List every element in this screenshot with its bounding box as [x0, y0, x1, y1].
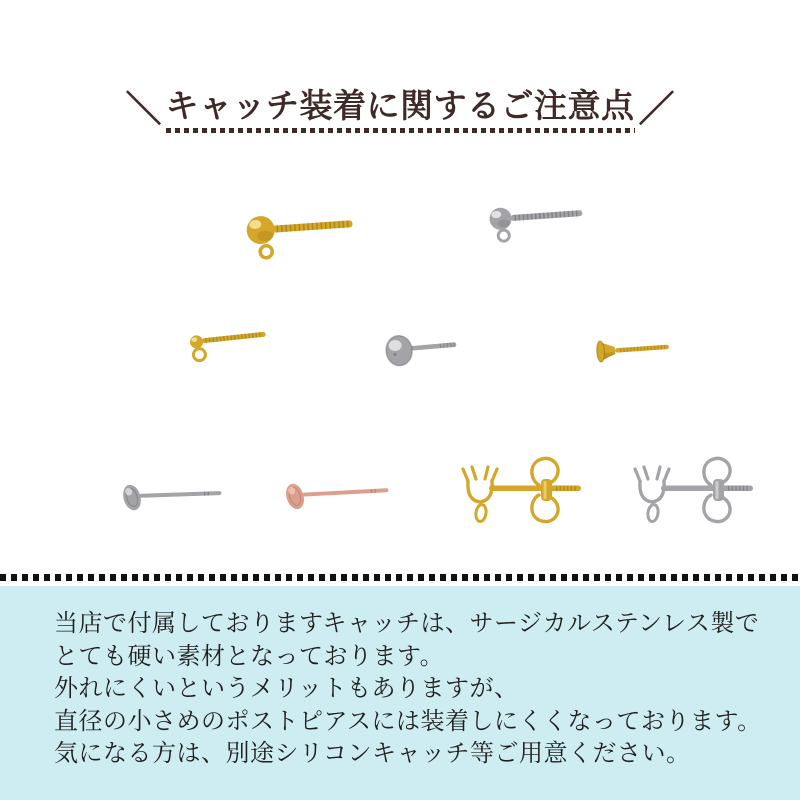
prong-post-butterfly-silver-icon — [628, 452, 764, 528]
ball-post-gold-icon — [244, 198, 366, 268]
ball-post-with-loop-silver-large-photo — [486, 192, 595, 254]
prong-post-with-butterfly-catch-gold-photo — [456, 452, 592, 528]
flat-pad-post-silver-photo — [119, 476, 232, 516]
small-ball-post-gold-icon — [186, 319, 282, 368]
cup-post-gold-photo — [593, 331, 681, 367]
page-title — [0, 86, 800, 133]
ball-post-with-loop-gold-small-photo — [186, 319, 282, 368]
title-text: キャッチ装着に関するご注意点 — [166, 86, 635, 133]
cup-post-gold-icon — [593, 331, 681, 367]
flat-pad-post-silver-icon — [119, 476, 232, 516]
notice-line-3: 外れにくいというメリットもありますが、 — [54, 675, 519, 702]
prong-post-with-butterfly-catch-silver-photo — [628, 452, 764, 528]
notice-panel — [0, 586, 800, 800]
title-left-slash: ＼ — [125, 88, 162, 129]
cup-post-silver-photo — [380, 324, 478, 372]
dotted-separator — [0, 574, 800, 581]
flat-pad-post-rose-gold-icon — [282, 473, 402, 515]
prong-post-butterfly-gold-icon — [456, 452, 592, 528]
notice-line-2: とても硬い素材となっております。 — [54, 642, 445, 670]
cup-post-silver-icon — [380, 324, 478, 372]
notice-line-1: 当店で付属しておりますキャッチは、サージカルステンレス製で — [54, 610, 760, 637]
ball-post-silver-icon — [486, 192, 595, 254]
title-right-slash: ／ — [638, 88, 675, 129]
flat-pad-post-rose-gold-photo — [282, 473, 402, 515]
ball-post-with-loop-gold-large-photo — [244, 198, 366, 268]
notice-line-5: 気になる方は、別途シリコンキャッチ等ご用意ください。 — [54, 740, 691, 767]
notice-line-4: 直径の小さめのポストピアスには装着しにくくなっております。 — [54, 707, 762, 735]
product-photo-area — [0, 160, 800, 574]
